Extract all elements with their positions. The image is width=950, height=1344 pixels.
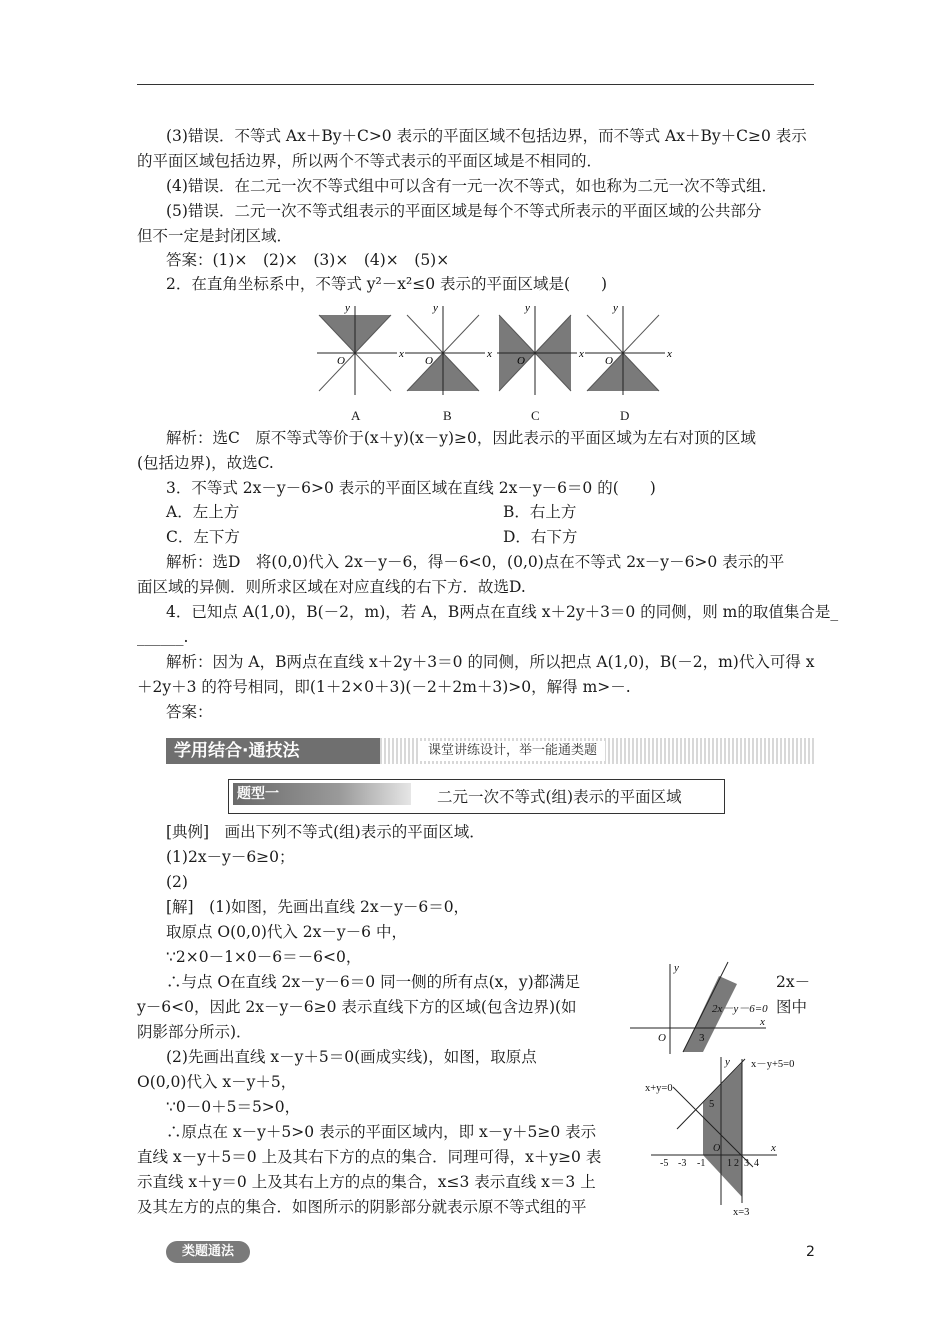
text-line: (3)错误．不等式 Ax＋By＋C>0 表示的平面区域不包括边界，而不等式 Ax＋By＋C≥0 表示 [166, 127, 807, 145]
example-line: [典例] 画出下列不等式(组)表示的平面区域． [166, 823, 485, 841]
tick-x: 2 [734, 1158, 739, 1169]
figure-b-caption: B [443, 408, 452, 423]
text-line: O(0,0)代入 x－y＋5， [137, 1073, 297, 1091]
figure-d-caption: D [620, 408, 630, 423]
tick-label: 3 [699, 1032, 705, 1044]
text-line: ∴与点 O在直线 2x－y－6＝0 同一侧的所有点(x，y)都满足 [166, 973, 581, 991]
figure-c-caption: C [531, 408, 540, 423]
page-number: 2 [806, 1244, 815, 1260]
graph-inequality-1 [628, 960, 770, 1056]
section-banner [166, 738, 814, 764]
figure-c [497, 302, 584, 395]
line1-label: x－y+5=0 [751, 1059, 795, 1070]
topic-tag-label: 题型一 [237, 786, 279, 802]
option-b: B．右上方 [503, 503, 577, 521]
x-axis-label: x [667, 348, 672, 360]
text-line: (2)先画出直线 x－y＋5＝0(画成实线)，如图，取原点 [166, 1048, 537, 1066]
y-axis-label: y [613, 302, 618, 314]
x-axis-label: x [760, 1016, 765, 1028]
text-line: (包括边界)，故选C. [137, 454, 274, 472]
answer-line: 答案：(1)× (2)× (3)× (4)× (5)× [166, 251, 450, 269]
answer-line: 答案： [166, 703, 213, 721]
tick-x: -5 [660, 1158, 669, 1169]
figure-a-caption: A [351, 408, 361, 423]
line2-label: x+y=0 [645, 1083, 673, 1094]
question-2: 2．在直角坐标系中，不等式 y²－x²≤0 表示的平面区域是( ) [166, 275, 608, 293]
text-line: 取原点 O(0,0)代入 2x－y－6 中， [166, 923, 407, 941]
text-line: 及其左方的点的集合．如图所示的阴影部分就表示原不等式组的平 [137, 1198, 587, 1216]
text-line: 2x－ [776, 973, 811, 991]
text-line: 解析：因为 A，B两点在直线 x＋2y＋3＝0 的同侧，所以把点 A(1,0)，B(－2，m)代入可得 x [166, 653, 815, 671]
banner-title: 学用结合·通技法 [166, 738, 380, 764]
tick-x: 4 [754, 1158, 759, 1169]
text-line: (1)2x－y－6≥0； [166, 848, 295, 866]
question-3: 3．不等式 2x－y－6>0 表示的平面区域在直线 2x－y－6＝0 的( ) [166, 479, 656, 497]
tick-x: 1 [727, 1158, 732, 1169]
text-line: (2) [166, 873, 188, 891]
y-axis-label: y [433, 302, 438, 314]
text-line: 阴影部分所示)． [137, 1023, 252, 1041]
banner-subtitle: 课堂讲练设计，举一能通类题 [420, 741, 605, 761]
text-line: ＋2y＋3 的符号相同，即(1＋2×0＋3)(－2＋2m＋3)>0，解得 m>－. [137, 678, 631, 696]
graph-inequality-2 [645, 1055, 805, 1217]
text-line: 解析：选D 将(0,0)代入 2x－y－6，得－6<0，(0,0)点在不等式 2x－y－6>0 表示的平 [166, 553, 785, 571]
text-line: 面区域的异侧．则所求区域在对应直线的右下方．故选D. [137, 578, 526, 596]
banner-stripes [380, 738, 814, 764]
text-line: 示直线 x＋y＝0 上及其右上方的点的集合，x≤3 表示直线 x＝3 上 [137, 1173, 596, 1191]
origin-label: O [713, 1143, 721, 1154]
text-line: ∵2×0－1×0－6＝－6<0， [166, 948, 362, 966]
solution-line: [解] (1)如图，先画出直线 2x－y－6＝0， [166, 898, 470, 916]
header-rule [137, 84, 814, 85]
figure-a [317, 302, 404, 395]
tick-x: 3 [744, 1158, 749, 1169]
origin-label: O [337, 355, 345, 367]
text-line: 但不一定是封闭区域． [137, 227, 293, 245]
option-c: C．左下方 [166, 528, 240, 546]
option-a: A．左上方 [166, 503, 240, 521]
origin-label: O [425, 355, 433, 367]
figure-d [585, 302, 672, 395]
y-axis-label: y [345, 302, 350, 314]
text-line: 解析：选C 原不等式等价于(x＋y)(x－y)≥0，因此表示的平面区域为左右对顶的区域 [166, 429, 756, 447]
tick-x: -1 [697, 1158, 706, 1169]
question-4: 4．已知点 A(1,0)，B(－2，m)，若 A，B两点在直线 x＋2y＋3＝0 的同侧，则 m的取值集合是_ [166, 603, 839, 621]
text-line: ______. [137, 628, 189, 646]
topic-title: 二元一次不等式(组)表示的平面区域 [437, 788, 682, 806]
origin-label: O [517, 355, 525, 367]
y-axis-label: y [725, 1056, 730, 1068]
text-line: 的平面区域包括边界，所以两个不等式表示的平面区域是不相同的． [137, 152, 603, 170]
x-axis-label: x [487, 348, 492, 360]
text-line: (4)错误．在二元一次不等式组中可以含有一元一次不等式，如也称为二元一次不等式组． [166, 177, 777, 195]
text-line: (5)错误．二元一次不等式组表示的平面区域是每个不等式所表示的平面区域的公共部分 [166, 202, 762, 220]
x-axis-label: x [579, 348, 584, 360]
text-line: ∵0－0＋5＝5>0， [166, 1098, 301, 1116]
shaded-region [703, 1063, 742, 1197]
tick-y-5: 5 [709, 1099, 715, 1110]
y-axis-label: y [525, 302, 530, 314]
x-axis-label: x [399, 348, 404, 360]
text-line: y－6<0，因此 2x－y－6≥0 表示直线下方的区域(包含边界)(如 [137, 998, 577, 1016]
tick-x: -3 [678, 1158, 687, 1169]
line-label: 2x－y－6=0 [712, 1003, 768, 1015]
origin-label: O [605, 355, 613, 367]
y-axis-label: y [674, 962, 679, 974]
text-line: ∴原点在 x－y＋5>0 表示的平面区域内，即 x－y＋5≥0 表示 [166, 1123, 597, 1141]
topic-tag [233, 783, 411, 805]
topic-box [228, 779, 725, 814]
method-tag: 类题通法 [166, 1241, 250, 1263]
text-line: 图中 [776, 998, 808, 1016]
option-d: D．右下方 [503, 528, 578, 546]
text-line: 直线 x－y＋5＝0 上及其右下方的点的集合．同理可得，x＋y≥0 表 [137, 1148, 602, 1166]
line3-label: x=3 [733, 1207, 750, 1217]
origin-label: O [658, 1032, 666, 1044]
x-axis-label: x [771, 1142, 776, 1154]
figure-b [405, 302, 492, 395]
